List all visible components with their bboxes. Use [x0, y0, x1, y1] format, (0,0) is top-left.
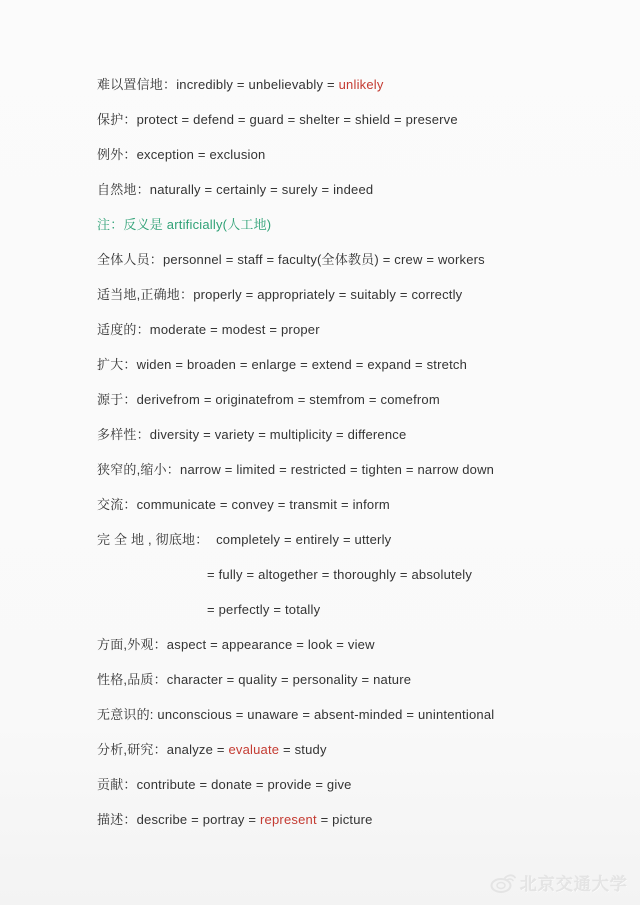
- line-text: 例外：exception = exclusion: [97, 147, 266, 162]
- line-text: 难以置信地：incredibly = unbelievably =: [97, 77, 339, 92]
- vocab-line: [97, 148, 620, 162]
- vocab-line: [97, 673, 620, 687]
- watermark-text: 北京交通大学: [520, 875, 628, 894]
- line-text: 多样性：diversity = variety = multiplicity = difference: [97, 427, 407, 442]
- line-text: = perfectly = totally: [207, 602, 321, 617]
- vocab-line: [97, 498, 620, 512]
- vocab-line: [97, 568, 620, 582]
- vocab-line: [97, 428, 620, 442]
- line-text: 无意识的: unconscious = unaware = absent-minded = unintentional: [97, 707, 495, 722]
- vocab-line: [97, 218, 620, 232]
- watermark: [490, 870, 628, 895]
- line-text: = study: [279, 742, 327, 757]
- vocab-line: [97, 638, 620, 652]
- vocab-line: [97, 778, 620, 792]
- line-text: 方面,外观：aspect = appearance = look = view: [97, 637, 375, 652]
- highlighted-word: evaluate: [228, 742, 280, 757]
- vocab-line: [97, 113, 620, 127]
- vocab-line: [97, 183, 620, 197]
- vocab-line: [97, 323, 620, 337]
- line-text: 描述：describe = portray =: [97, 812, 261, 827]
- vocab-line: [97, 358, 620, 372]
- vocab-line: [97, 743, 620, 757]
- highlighted-word: 注：反义是 artificially(人工地): [97, 217, 272, 232]
- vocab-line: [97, 813, 620, 827]
- line-text: 扩大：widen = broaden = enlarge = extend = expand = stretch: [97, 357, 468, 372]
- vocab-line: [97, 533, 620, 547]
- line-text: 贡献：contribute = donate = provide = give: [97, 777, 352, 792]
- line-text: 适当地,正确地：properly = appropriately = suitably = correctly: [97, 287, 463, 302]
- line-text: 保护：protect = defend = guard = shelter = shield = preserve: [97, 112, 458, 127]
- vocab-line: [97, 603, 620, 617]
- line-text: 完 全 地 , 彻底地： completely = entirely = utterly: [97, 532, 392, 547]
- vocab-line: [97, 393, 620, 407]
- line-text: 全体人员：personnel = staff = faculty(全体教员) = crew = workers: [97, 252, 485, 267]
- line-text: = fully = altogether = thoroughly = absolutely: [207, 567, 473, 582]
- vocab-line: [97, 253, 620, 267]
- vocab-line: [97, 708, 620, 722]
- line-text: 适度的：moderate = modest = proper: [97, 322, 320, 337]
- vocab-line: [97, 463, 620, 477]
- vocab-line: [97, 78, 620, 92]
- line-text: 交流：communicate = convey = transmit = inform: [97, 497, 390, 512]
- highlighted-word: unlikely: [338, 77, 384, 92]
- line-text: 性格,品质：character = quality = personality = nature: [97, 672, 412, 687]
- line-text: 自然地：naturally = certainly = surely = indeed: [97, 182, 374, 197]
- highlighted-word: represent: [260, 812, 317, 827]
- line-text: 源于：derivefrom = originatefrom = stemfrom = comefrom: [97, 392, 440, 407]
- vocab-list: [97, 78, 620, 848]
- weibo-logo-icon: [490, 873, 516, 893]
- line-text: 狭窄的,缩小：narrow = limited = restricted = tighten = narrow down: [97, 462, 495, 477]
- line-text: = picture: [316, 812, 373, 827]
- line-text: 分析,研究：analyze =: [97, 742, 229, 757]
- vocab-line: [97, 288, 620, 302]
